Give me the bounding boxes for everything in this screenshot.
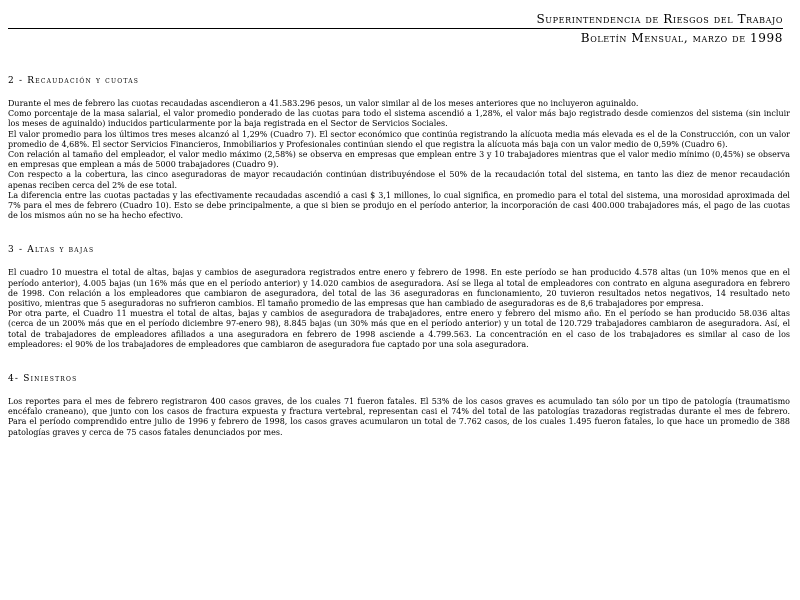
section-recaudacion [8, 76, 790, 221]
paragraph: La diferencia entre las cuotas pactadas y las efectivamente recaudadas ascendió a casi $ 3,1 millones, lo cual significa, en promedio para el total del sistema, una morosidad aproximada del 7% para el mes de febrero (Cuadro 10). Esto se debe principalmente, a que si bien se produjo en el período anterior, la incorporación de casi 400.000 trabajadores más, el pago de las cuotas de los mismos aún no se ha hecho efectivo. [8, 190, 790, 221]
paragraph: Con respecto a la cobertura, las cinco aseguradoras de mayor recaudación continúan distribuyéndose el 50% de la recaudación total del sistema, en tanto las diez de menor recaudación apenas reciben cerca del 2% de ese total. [8, 170, 790, 190]
paragraph: Con relación al tamaño del empleador, el valor medio máximo (2,58%) se observa en empresas que emplean entre 3 y 10 trabajadores mientras que el valor medio mínimo (0,45%) se observa en empresas que emplean a más de 5000 trabajadores (Cuadro 9). [8, 150, 790, 170]
paragraph: Por otra parte, el Cuadro 11 muestra el total de altas, bajas y cambios de aseguradora de trabajadores, entre enero y febrero del mismo año. En el período se han producido 58.036 altas (cerca de un 200% más que en el período diciembre 97-enero 98), 8.845 bajas (un 30% más que en el período anterior) y un total de 120.729 trabajadores cambiaron de aseguradora. Así, el total de trabajadores de empleadores afiliados a una aseguradora en febrero de 1998 asciende a 4.799.563. La concentración en el caso de los trabajadores es similar al caso de los empleadores: el 90% de los trabajadores de empleadores que cambiaron de aseguradora fue captado por una sola aseguradora. [8, 309, 790, 349]
paragraph: Durante el mes de febrero las cuotas recaudadas ascendieron a 41.583.296 pesos, un valor similar al de los meses anteriores que no incluyeron aguinaldo. [8, 99, 639, 108]
paragraph: Los reportes para el mes de febrero registraron 400 casos graves, de los cuales 71 fueron fatales. El 53% de los casos graves es acumulado tan sólo por un tipo de patología (traumatismo encéfalo craneano), que junto con los casos de fractura expuesta y fractura vertebral, representan casi el 74% del total de las patologías trazadoras registradas durante el mes de febrero. Para el período comprendido entre julio de 1996 y febrero de 1998, los casos graves acumularon un total de 7.762 casos, de los cuales 1.495 fueron fatales, lo que hace un promedio de 388 patologías graves y cerca de 75 casos fatales denunciados por mes. [8, 397, 790, 437]
section-altas-bajas [8, 245, 790, 350]
paragraph: El cuadro 10 muestra el total de altas, bajas y cambios de aseguradora registrados entre enero y febrero de 1998. En este período se han producido 4.578 altas (un 10% menos que en el período anterior), 4.005 bajas (un 16% más que en el período anterior) y 14.020 cambios de aseguradora. Así se llega al total de empleadores con contrato en alguna aseguradora en febrero de 1998. Con relación a los empleadores que cambiaron de aseguradora, del total de las 36 aseguradoras en funcionamiento, 20 tuvieron resultados netos negativos, 14 resultado neto positivo, mientras que 5 aseguradoras no sufrieron cambios. El tamaño promedio de las empresas que han cambiado de aseguradoras es de 8,6 trabajadores por empresa. [8, 268, 790, 309]
document-body [8, 76, 790, 438]
section-heading: 2 - Recaudación y cuotas [8, 76, 140, 86]
page-header [8, 12, 783, 46]
header-subtitle: Boletín Mensual, marzo de 1998 [580, 31, 783, 45]
section-heading: 4- Siniestros [8, 374, 78, 385]
section-siniestros [8, 374, 790, 438]
paragraph: El valor promedio para los últimos tres meses alcanzó al 1,29% (Cuadro 7). El sector económico que continúa registrando la alícuota media más elevada es el de la Construcción, con un valor promedio de 4,68%. El sector Servicios Financieros, Inmobiliarios y Profesionales continúan siendo el que registra la alícuota más baja con un valor medio de 0,59% (Cuadro 6). [8, 129, 790, 149]
header-title: Superintendencia de Riesgos del Trabajo [8, 12, 783, 29]
paragraph: Como porcentaje de la masa salarial, el valor promedio ponderado de las cuotas para todo el sistema ascendió a 1,28%, el valor más bajo registrado desde comienzos del sistema (sin incluir los meses de aguinaldo) inducidos particularmente por la baja registrada en el Sector de Servicios Sociales. [8, 109, 790, 129]
section-heading: 3 - Altas y bajas [8, 245, 95, 256]
